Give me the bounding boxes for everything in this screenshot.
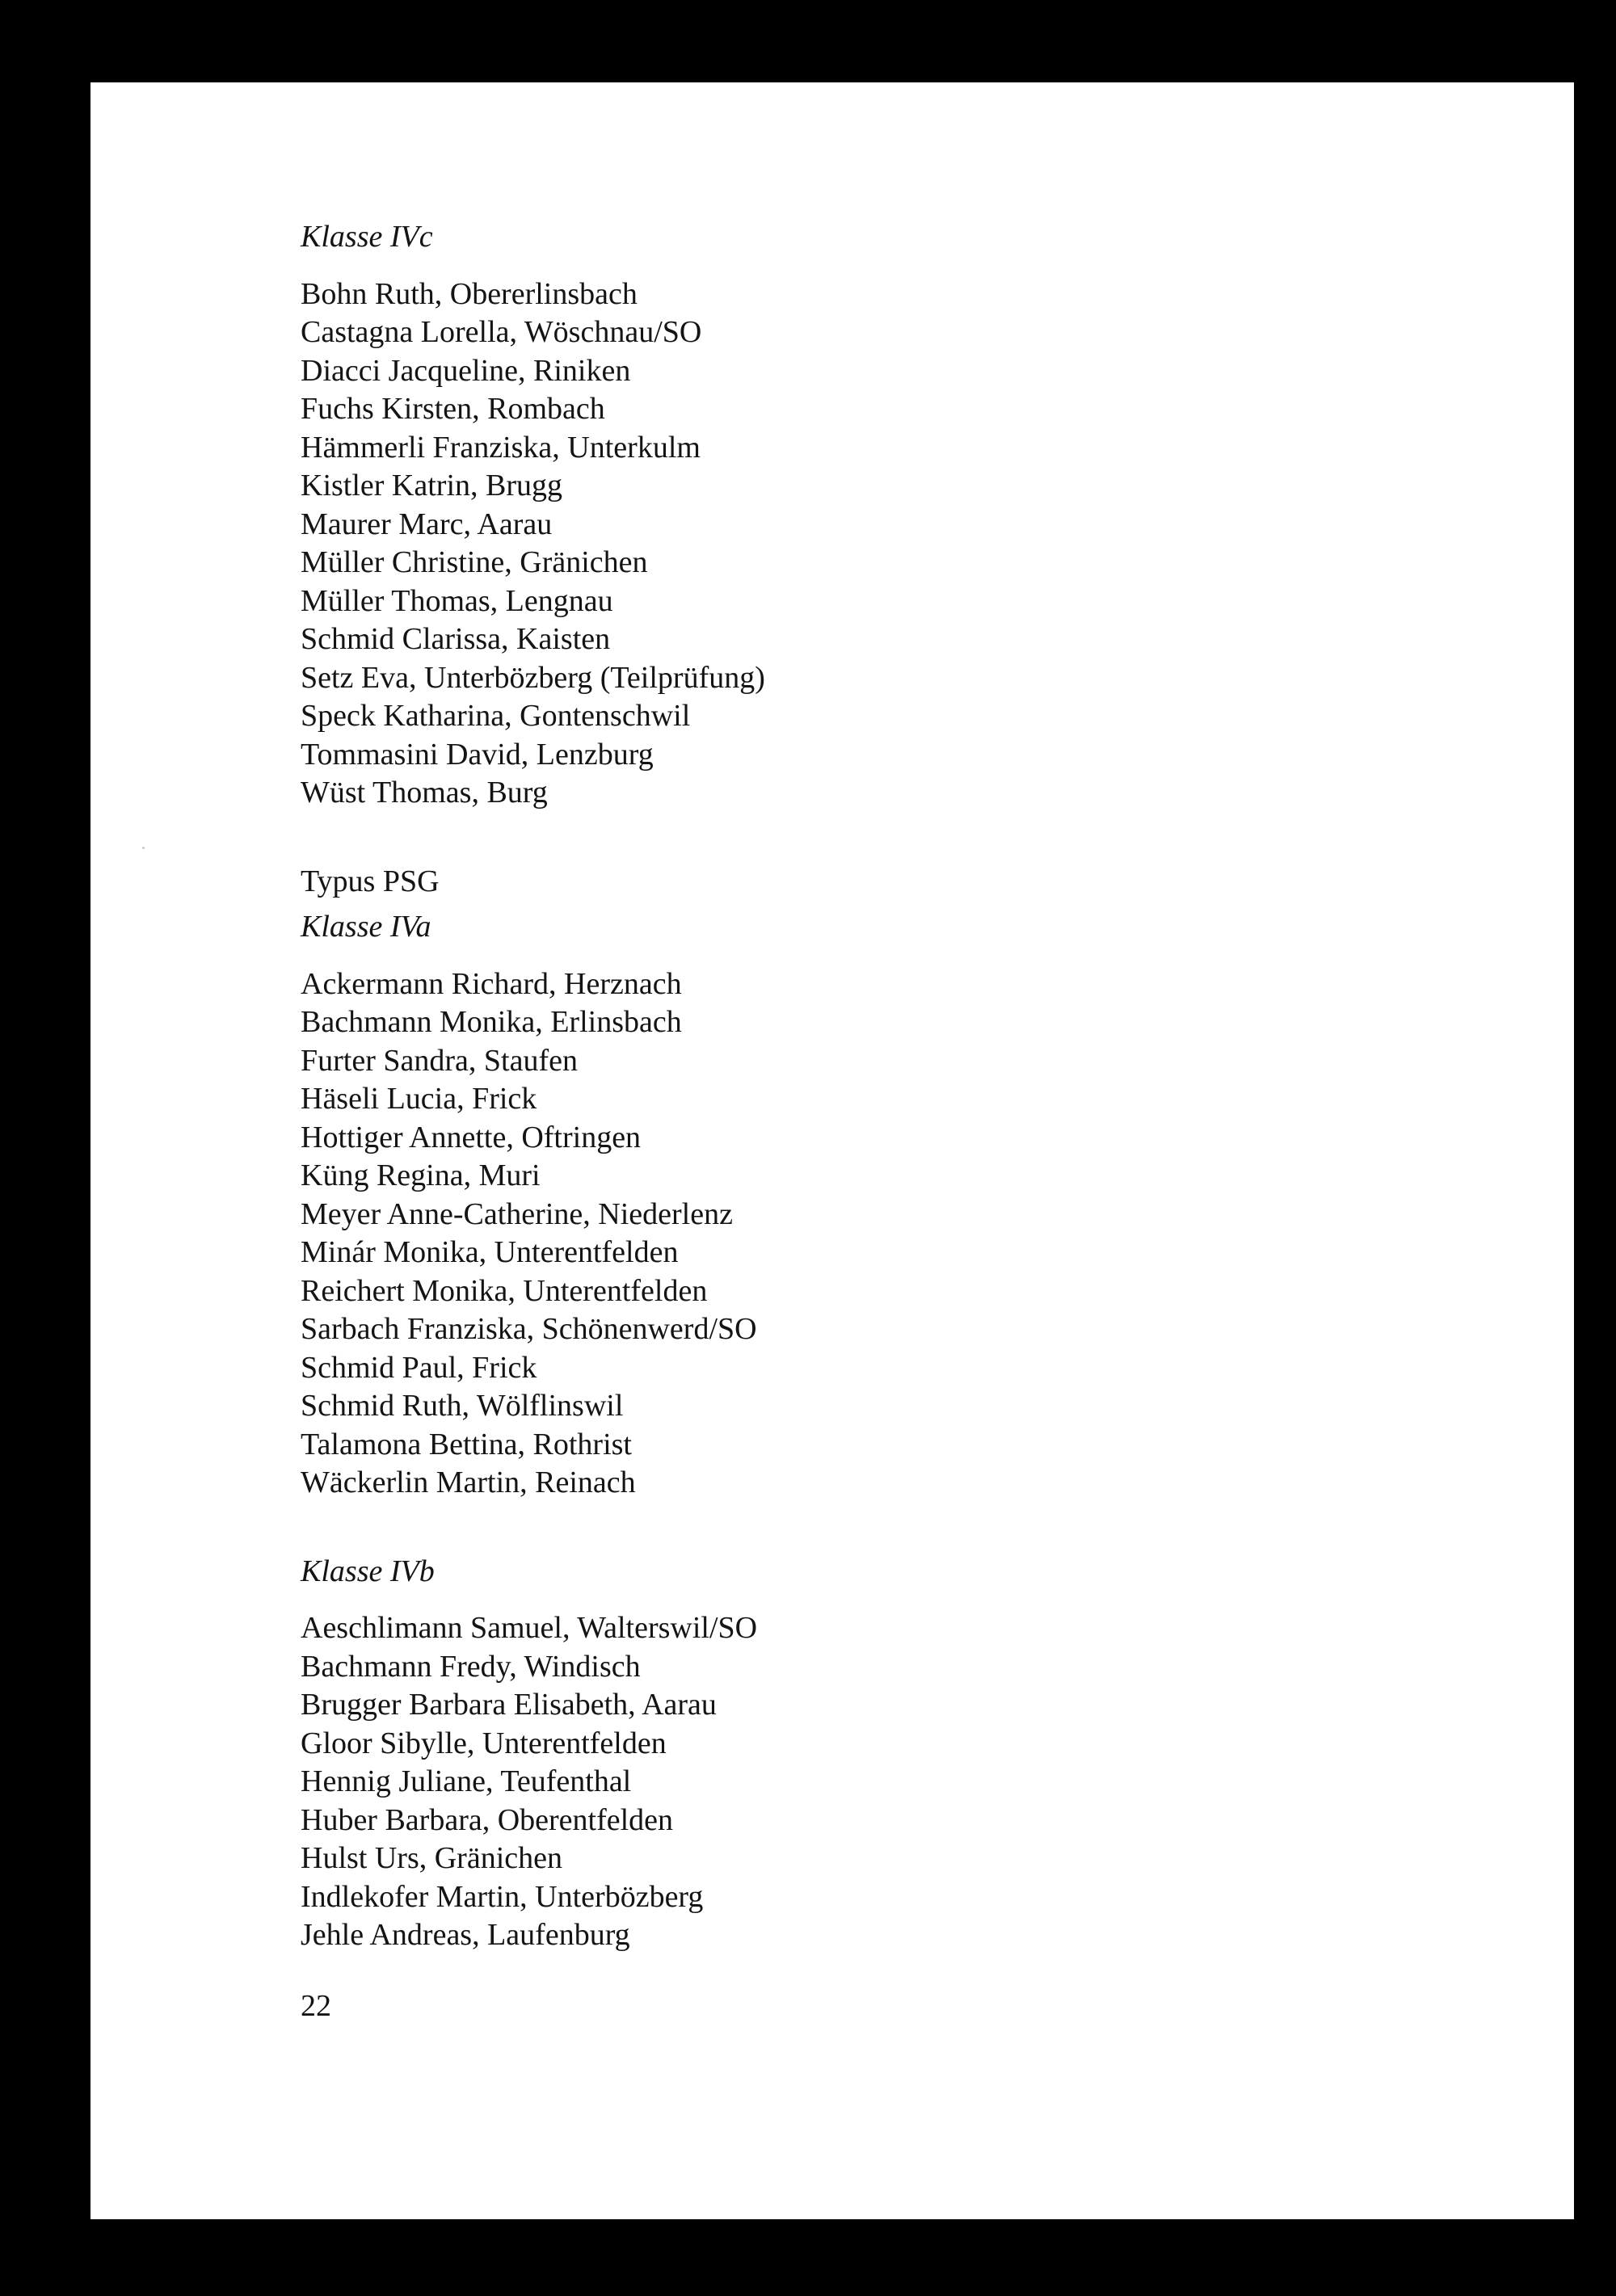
list-item: Bachmann Monika, Erlinsbach [301, 1005, 682, 1039]
student-list-klasse-iva [301, 965, 1472, 1503]
list-item: Gloor Sibylle, Unterentfelden [301, 1726, 667, 1760]
list-item: Huber Barbara, Oberentfelden [301, 1802, 674, 1837]
list-item: Müller Thomas, Lengnau [301, 583, 613, 618]
list-item: Minár Monika, Unterentfelden [301, 1235, 679, 1269]
list-item: Jehle Andreas, Laufenburg [301, 1918, 630, 1952]
list-item: Küng Regina, Muri [301, 1159, 541, 1192]
list-item: Kistler Katrin, Brugg [301, 469, 563, 503]
list-item: Brugger Barbara Elisabeth, Aarau [301, 1688, 717, 1722]
list-item: Bachmann Fredy, Windisch [301, 1649, 641, 1684]
list-item: Reichert Monika, Unterentfelden [301, 1273, 708, 1308]
list-item: Schmid Paul, Frick [301, 1350, 537, 1385]
list-item: Wäckerlin Martin, Reinach [301, 1465, 636, 1499]
list-item: Wüst Thomas, Burg [301, 776, 548, 809]
list-item: Hennig Juliane, Teufenthal [301, 1764, 632, 1798]
list-item: Aeschlimann Samuel, Walterswil/SO [301, 1611, 758, 1645]
section-heading-klasse-iva: Klasse IVa [301, 910, 431, 944]
list-item: Hulst Urs, Gränichen [301, 1841, 562, 1875]
list-item: Maurer Marc, Aarau [301, 507, 553, 541]
list-item: Sarbach Franziska, Schönenwerd/SO [301, 1312, 757, 1346]
list-item: Castagna Lorella, Wöschnau/SO [301, 315, 702, 349]
list-item: Setz Eva, Unterbözberg (Teilprüfung) [301, 660, 765, 695]
list-item: Ackermann Richard, Herznach [301, 966, 682, 1001]
list-item: Meyer Anne-Catherine, Niederlenz [301, 1196, 733, 1231]
scan-speck [142, 847, 145, 849]
section-heading-klasse-ivb: Klasse IVb [301, 1554, 435, 1588]
list-item: Fuchs Kirsten, Rombach [301, 392, 605, 426]
list-item: Müller Christine, Gränichen [301, 545, 648, 579]
page-content [301, 218, 1472, 1955]
list-item: Indlekofer Martin, Unterbözberg [301, 1879, 704, 1914]
list-item: Hottiger Annette, Oftringen [301, 1120, 642, 1154]
section-heading-klasse-ivc: Klasse IVc [301, 220, 433, 254]
list-item: Häseli Lucia, Frick [301, 1082, 537, 1116]
list-item: Speck Katharina, Gontenschwil [301, 699, 691, 733]
list-item: Hämmerli Franziska, Unterkulm [301, 430, 701, 465]
list-item: Furter Sandra, Staufen [301, 1043, 578, 1078]
student-list-klasse-ivb [301, 1609, 1472, 1955]
list-item: Tommasini David, Lenzburg [301, 737, 654, 772]
student-list-klasse-ivc [301, 275, 1472, 813]
list-item: Schmid Ruth, Wölflinswil [301, 1389, 624, 1423]
list-item: Diacci Jacqueline, Riniken [301, 353, 631, 388]
list-item: Schmid Clarissa, Kaisten [301, 622, 611, 656]
section-heading-typus-psg: Typus PSG [301, 864, 440, 898]
list-item: Bohn Ruth, Obererlinsbach [301, 276, 638, 311]
list-item: Talamona Bettina, Rothrist [301, 1427, 632, 1461]
page-number: 22 [301, 1989, 331, 2023]
